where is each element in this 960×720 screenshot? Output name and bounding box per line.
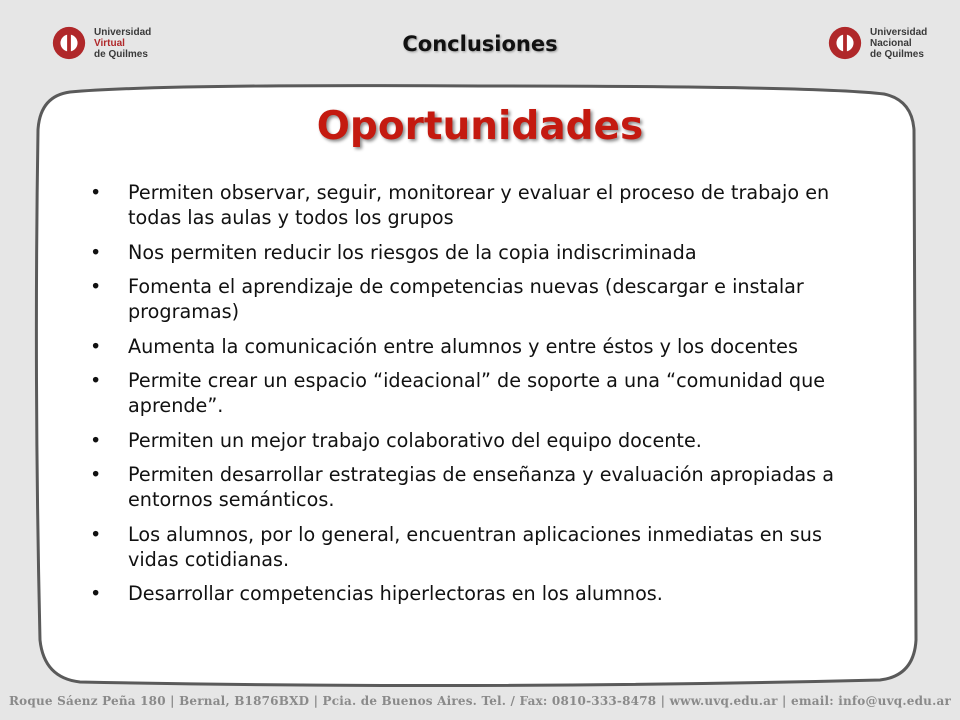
bullet-dot: • bbox=[90, 582, 102, 605]
unq-logo-text bbox=[870, 27, 927, 60]
bullet-text: Nos permiten reducir los riesgos de la copia indiscriminada bbox=[128, 240, 697, 264]
footer-contact: Roque Sáenz Peña 180 | Bernal, B1876BXD | Pcia. de Buenos Aires. Tel. / Fax: 0810-333-8478 | www.uvq.edu.ar | email: info@uvq.edu.ar bbox=[9, 694, 951, 708]
bullet-text: Los alumnos, por lo general, encuentran aplicaciones inmediatas en sus vidas cotidianas. bbox=[128, 522, 822, 571]
bullet-text: Permiten desarrollar estrategias de enseñanza y evaluación apropiadas a entornos semánticos. bbox=[128, 463, 834, 511]
slide-title: Oportunidades bbox=[316, 104, 644, 149]
bullet-dot: • bbox=[90, 334, 102, 358]
unq-logo-line1: Universidad bbox=[870, 26, 928, 38]
bullet-list bbox=[90, 180, 850, 616]
bullet-item bbox=[90, 462, 850, 512]
bullet-dot: • bbox=[90, 463, 102, 486]
bullet-item bbox=[90, 180, 850, 230]
bullet-dot: • bbox=[90, 522, 102, 546]
bullet-dot: • bbox=[90, 428, 102, 452]
header-title: Conclusiones bbox=[402, 32, 558, 56]
bullet-text: Permite crear un espacio “ideacional” de soporte a una “comunidad que aprende”. bbox=[128, 369, 826, 417]
bullet-text: Permiten un mejor trabajo colaborativo del equipo docente. bbox=[128, 428, 702, 452]
bullet-dot: • bbox=[90, 181, 102, 204]
unq-logo-line2: Nacional bbox=[870, 37, 912, 49]
uvq-logo-line1: Universidad bbox=[94, 26, 152, 38]
bullet-item bbox=[90, 334, 850, 359]
bullet-item bbox=[90, 368, 850, 418]
unq-logo-icon bbox=[826, 24, 864, 62]
unq-logo bbox=[826, 24, 927, 62]
bullet-dot: • bbox=[90, 240, 102, 264]
uvq-logo-line2: Virtual bbox=[94, 37, 125, 49]
bullet-text: Fomenta el aprendizaje de competencias nuevas (descargar e instalar programas) bbox=[128, 275, 804, 323]
bullet-item bbox=[90, 428, 850, 453]
bullet-item bbox=[90, 581, 850, 606]
unq-logo-line3: de Quilmes bbox=[870, 48, 924, 60]
bullet-text: Aumenta la comunicación entre alumnos y entre éstos y los docentes bbox=[128, 334, 798, 358]
bullet-item bbox=[90, 522, 850, 572]
bullet-item bbox=[90, 274, 850, 324]
bullet-dot: • bbox=[90, 369, 102, 392]
bullet-text: Permiten observar, seguir, monitorear y evaluar el proceso de trabajo en todas las aulas y todos los grupos bbox=[128, 181, 830, 229]
bullet-text: Desarrollar competencias hiperlectoras en los alumnos. bbox=[128, 582, 663, 605]
bullet-item bbox=[90, 240, 850, 265]
bullet-dot: • bbox=[90, 275, 102, 298]
uvq-logo-line3: de Quilmes bbox=[94, 48, 148, 60]
